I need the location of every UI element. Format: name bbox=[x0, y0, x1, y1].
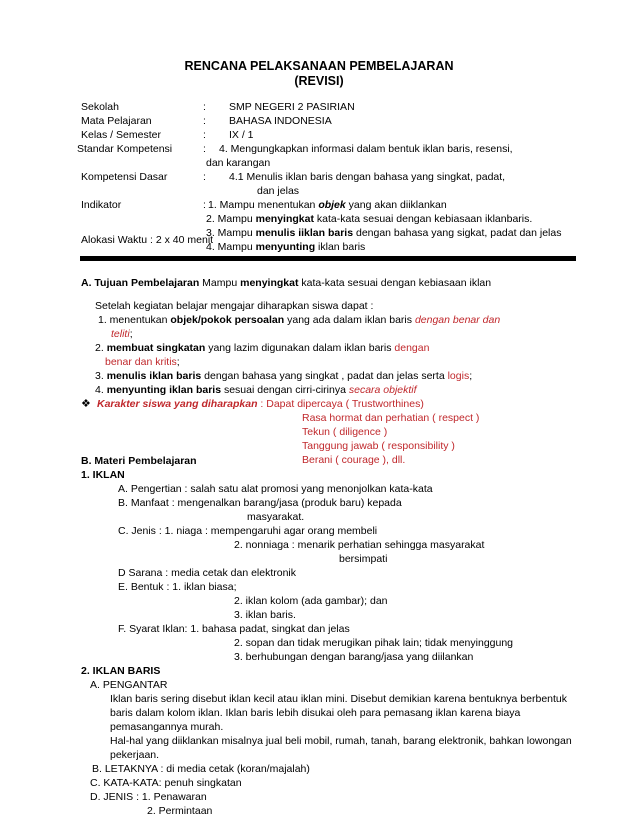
karakter-4: Tanggung jawab ( responsibility ) bbox=[302, 440, 455, 452]
karakter-5: Berani ( courage ), dll. bbox=[302, 454, 406, 466]
diamond-bullet-icon: ❖ bbox=[81, 398, 91, 410]
iklan-f-2: 2. sopan dan tidak merugikan pihak lain; tidak menyinggung bbox=[234, 637, 514, 649]
indikator-1: 1. Mampu menentukan objek yang akan diiklankan bbox=[208, 199, 447, 211]
iklan-f-3: 3. berhubungan dengan barang/jasa yang diilankan bbox=[234, 651, 474, 663]
iklan-c: C. Jenis : 1. niaga : mempengaruhi agar orang membeli bbox=[118, 525, 378, 537]
colon: : bbox=[203, 115, 206, 127]
section-a-intro: Setelah kegiatan belajar mengajar diharapkan siswa dapat : bbox=[95, 300, 374, 312]
karakter-line: Karakter siswa yang diharapkan : Dapat dipercaya ( Trustworthines) bbox=[97, 398, 424, 410]
tujuan-4: 4. menyunting iklan baris sesuai dengan cirri-cirinya secara objektif bbox=[95, 384, 417, 396]
indikator-4: 4. Mampu menyunting iklan baris bbox=[206, 241, 366, 253]
colon: : bbox=[203, 101, 206, 113]
colon: : bbox=[203, 171, 206, 183]
iklan-c-2: 2. nonniaga : menarik perhatian sehingga masyarakat bbox=[234, 539, 485, 551]
alokasi-waktu: Alokasi Waktu : 2 x 40 menit bbox=[81, 234, 214, 246]
section-a-heading: A. Tujuan Pembelajaran Mampu menyingkat kata-kata sesuai dengan kebiasaan iklan bbox=[81, 277, 492, 289]
kelas-value: IX / 1 bbox=[229, 129, 254, 141]
karakter-3: Tekun ( diligence ) bbox=[302, 426, 388, 438]
pengantar-p1: Iklan baris sering disebut iklan kecil atau iklan mini. Disebut demikian karena bentuknya berbentuk bbox=[110, 693, 568, 705]
colon: : bbox=[203, 129, 206, 141]
section-b-heading: B. Materi Pembelajaran bbox=[81, 455, 197, 467]
iklan-f: F. Syarat Iklan: 1. bahasa padat, singkat dan jelas bbox=[118, 623, 350, 635]
tujuan-1: 1. menentukan objek/pokok persoalan yang ada dalam iklan baris dengan benar dan bbox=[98, 314, 501, 326]
letaknya: B. LETAKNYA : di media cetak (koran/majalah) bbox=[92, 763, 310, 775]
jenis-2: 2. Permintaan bbox=[147, 805, 213, 817]
karakter-2: Rasa hormat dan perhatian ( respect ) bbox=[302, 412, 480, 424]
kata-kata: C. KATA-KATA: penuh singkatan bbox=[90, 777, 242, 789]
sekolah-label: Sekolah bbox=[81, 101, 119, 113]
indikator-2: 2. Mampu menyingkat kata-kata sesuai dengan kebiasaan iklanbaris. bbox=[206, 213, 533, 225]
pengantar-p3: pemasangannya murah. bbox=[110, 721, 224, 733]
colon: : bbox=[203, 199, 206, 211]
sk-label: Standar Kompetensi bbox=[77, 143, 173, 155]
tujuan-2: 2. membuat singkatan yang lazim digunakan dalam iklan baris dengan bbox=[95, 342, 430, 354]
pengantar-heading: A. PENGANTAR bbox=[90, 679, 168, 691]
sk-value-2: dan karangan bbox=[206, 157, 271, 169]
iklan-baris-heading: 2. IKLAN BARIS bbox=[81, 665, 161, 677]
iklan-a: A. Pengertian : salah satu alat promosi yang menonjolkan kata-kata bbox=[118, 483, 433, 495]
iklan-heading: 1. IKLAN bbox=[81, 469, 125, 481]
sk-value-1: 4. Mengungkapkan informasi dalam bentuk iklan baris, resensi, bbox=[219, 143, 513, 155]
pengantar-p2: baris dalam kolom iklan. Iklan baris lebih disukai oleh para pemasang iklan karena biaya bbox=[110, 707, 521, 719]
mapel-value: BAHASA INDONESIA bbox=[229, 115, 332, 127]
tujuan-2-cont: benar dan kritis; bbox=[105, 356, 180, 368]
iklan-e-3: 3. iklan baris. bbox=[234, 609, 296, 621]
iklan-b: B. Manfaat : mengenalkan barang/jasa (produk baru) kepada bbox=[118, 497, 402, 509]
kd-value-2: dan jelas bbox=[257, 185, 300, 197]
kelas-label: Kelas / Semester bbox=[81, 129, 161, 141]
kd-label: Kompetensi Dasar bbox=[81, 171, 168, 183]
mapel-label: Mata Pelajaran bbox=[81, 115, 152, 127]
indikator-3: 3. Mampu menulis iiklan baris dengan bahasa yang sigkat, padat dan jelas bbox=[206, 227, 562, 239]
tujuan-3: 3. menulis iklan baris dengan bahasa yang singkat , padat dan jelas serta logis; bbox=[95, 370, 473, 382]
pengantar-p5: pekerjaan. bbox=[110, 749, 160, 761]
kd-value-1: 4.1 Menulis iklan baris dengan bahasa yang singkat, padat, bbox=[229, 171, 506, 183]
iklan-c-3: bersimpati bbox=[339, 553, 388, 565]
indikator-label: Indikator bbox=[81, 199, 122, 211]
jenis: D. JENIS : 1. Penawaran bbox=[90, 791, 207, 803]
iklan-e-2: 2. iklan kolom (ada gambar); dan bbox=[234, 595, 388, 607]
divider bbox=[80, 256, 576, 261]
colon: : bbox=[203, 143, 206, 155]
page-title: RENCANA PELAKSANAAN PEMBELAJARAN bbox=[184, 59, 454, 73]
pengantar-p4: Hal-hal yang diiklankan misalnya jual beli mobil, rumah, tanah, barang elektronik, bahkan lowongan bbox=[110, 735, 572, 747]
iklan-e: E. Bentuk : 1. iklan biasa; bbox=[118, 581, 237, 593]
tujuan-1-cont: teliti; bbox=[111, 328, 133, 340]
page-subtitle: (REVISI) bbox=[294, 74, 344, 88]
sekolah-value: SMP NEGERI 2 PASIRIAN bbox=[229, 101, 355, 113]
iklan-b-cont: masyarakat. bbox=[247, 511, 305, 523]
iklan-d: D Sarana : media cetak dan elektronik bbox=[118, 567, 297, 579]
